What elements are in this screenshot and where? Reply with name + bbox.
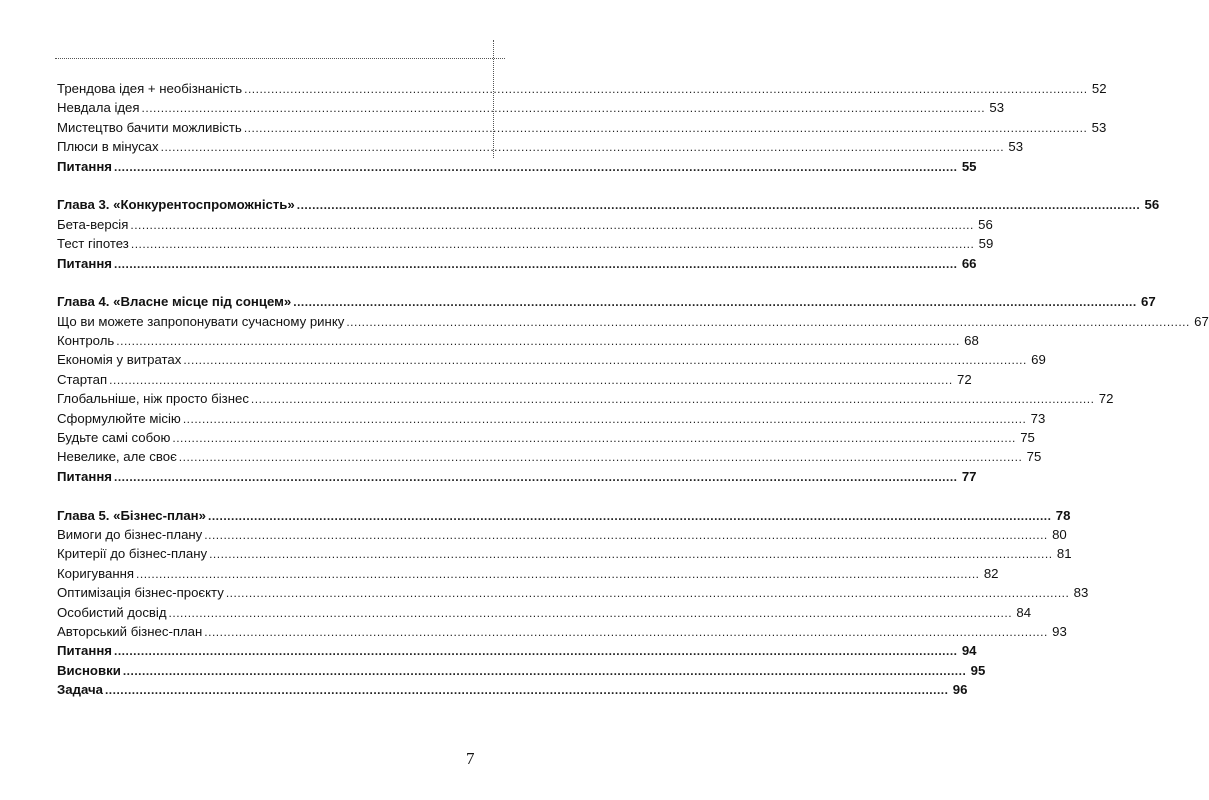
toc-entry[interactable]	[57, 661, 986, 680]
toc-entry-page: 66	[961, 255, 977, 271]
toc-entry-title: Контроль	[57, 333, 115, 349]
toc-entry[interactable]	[57, 564, 999, 583]
toc-entry[interactable]	[57, 350, 1046, 369]
toc-entry-page: 84	[1016, 604, 1032, 620]
toc-entry[interactable]	[57, 331, 979, 350]
toc-entry-title: Мистецтво бачити можливість	[57, 119, 242, 135]
dot-leader: ............................................................................................................................................................................................................................	[244, 82, 1088, 96]
toc-entry-page: 69	[1031, 352, 1046, 368]
toc-entry-title: Питання	[57, 158, 113, 174]
dot-leader: ............................................................................................................................................................................................................................	[141, 101, 986, 116]
toc-entry[interactable]	[57, 467, 977, 486]
toc-entry[interactable]	[57, 525, 1067, 544]
dot-leader: ............................................................................................................................................................................................................................	[122, 663, 967, 678]
toc-entry[interactable]	[57, 234, 994, 253]
toc-entry[interactable]	[57, 506, 1071, 525]
section-gap	[57, 273, 467, 292]
toc-entry-title: Питання	[57, 255, 113, 271]
toc-entry-title: Стартап	[57, 371, 108, 387]
toc-entry-page: 81	[1056, 546, 1072, 562]
toc-entry[interactable]	[57, 370, 972, 389]
toc-entry-title: Тест гіпотез	[57, 236, 129, 252]
dot-leader: ............................................................................................................................................................................................................................	[346, 314, 1190, 329]
dot-leader: ............................................................................................................................................................................................................................	[296, 198, 1141, 213]
toc-entry-title: Невелике, але своє	[57, 449, 177, 465]
toc-entry-page: 52	[1091, 81, 1107, 96]
toc-entry-title: Глава 3. «Конкурентоспроможність»	[57, 197, 295, 213]
toc-entry-page: 78	[1055, 507, 1071, 523]
dot-leader: ............................................................................................................................................................................................................................	[130, 217, 974, 232]
toc-entry-page: 77	[961, 468, 977, 484]
dot-leader: ............................................................................................................................................................................................................................	[204, 527, 1048, 542]
toc-entry[interactable]	[57, 137, 1024, 156]
toc-entry-page: 67	[1141, 294, 1156, 310]
dot-leader: ............................................................................................................................................................................................................................	[243, 120, 1088, 135]
toc-entry[interactable]	[57, 215, 993, 234]
toc-entry-title: Економія у витратах	[57, 352, 182, 368]
toc-entry[interactable]	[57, 680, 968, 699]
toc-entry-page: 53	[989, 100, 1005, 116]
toc-entry[interactable]	[57, 79, 1107, 98]
toc-entry[interactable]	[57, 389, 1114, 408]
toc-entry-title: Що ви можете запропонувати сучасному ринку	[57, 313, 345, 329]
toc-entry-title: Висновки	[57, 662, 121, 678]
toc-entry-page: 96	[952, 682, 968, 698]
dot-leader: ............................................................................................................................................................................................................................	[207, 508, 1052, 523]
toc-entry-page: 83	[1073, 585, 1089, 601]
toc-entry[interactable]	[57, 157, 977, 176]
toc-entry-title: Коригування	[57, 565, 135, 581]
dot-leader: ............................................................................................................................................................................................................................	[114, 159, 958, 174]
dot-leader: ............................................................................................................................................................................................................................	[114, 469, 958, 484]
dot-leader: ............................................................................................................................................................................................................................	[130, 237, 975, 252]
toc-entry-page: 56	[1144, 197, 1160, 213]
dot-leader: ............................................................................................................................................................................................................................	[136, 566, 980, 581]
toc-entry-page: 75	[1026, 449, 1042, 465]
toc-entry-title: Оптимізація бізнес-проєкту	[57, 585, 224, 601]
dot-leader: ............................................................................................................................................................................................................................	[225, 586, 1070, 601]
toc-entry-title: Особистий досвід	[57, 604, 167, 620]
toc-entry-page: 53	[1091, 119, 1107, 135]
section-gap	[57, 176, 467, 195]
toc-entry-title: Плюси в мінусах	[57, 139, 159, 155]
toc-entry-page: 73	[1030, 410, 1046, 426]
toc-entry-title: Критерії до бізнес-плану	[57, 546, 208, 562]
toc-entry[interactable]	[57, 409, 1046, 428]
toc-entry-title: Будьте самі собою	[57, 430, 171, 446]
toc-entry[interactable]	[57, 254, 977, 273]
toc-entry[interactable]	[57, 622, 1067, 641]
toc-entry[interactable]	[57, 292, 1156, 311]
toc-entry[interactable]	[57, 195, 1160, 214]
toc-entry-page: 94	[961, 643, 977, 659]
toc-entry[interactable]	[57, 603, 1032, 622]
toc-entry-title: Питання	[57, 468, 113, 484]
toc-entry-page: 55	[961, 158, 977, 174]
toc-entry-page: 80	[1052, 526, 1067, 542]
dot-leader: ............................................................................................................................................................................................................................	[168, 605, 1013, 620]
toc-entry-page: 82	[983, 565, 999, 581]
page-number: 7	[466, 749, 475, 768]
toc-entry-title: Питання	[57, 643, 113, 659]
dot-leader: ............................................................................................................................................................................................................................	[172, 431, 1016, 446]
dot-leader: ............................................................................................................................................................................................................................	[209, 547, 1053, 562]
dot-leader: ............................................................................................................................................................................................................................	[109, 372, 953, 387]
toc-entry-page: 75	[1020, 430, 1035, 446]
toc-entry-page: 93	[1052, 623, 1067, 639]
dot-leader: ............................................................................................................................................................................................................................	[114, 644, 958, 659]
toc-entry-page: 68	[964, 333, 979, 349]
section-gap	[57, 486, 467, 505]
dot-leader: ............................................................................................................................................................................................................................	[250, 392, 1095, 407]
toc-entry-title: Глава 5. «Бізнес-план»	[57, 507, 206, 523]
toc-entry-title: Бета-версія	[57, 216, 129, 232]
toc-entry-title: Вимоги до бізнес-плану	[57, 526, 203, 542]
toc-entry[interactable]	[57, 118, 1107, 137]
toc-entry[interactable]	[57, 98, 1005, 117]
toc-entry-title: Задача	[57, 682, 103, 698]
dot-leader: ............................................................................................................................................................................................................................	[183, 353, 1027, 368]
dot-leader: ............................................................................................................................................................................................................................	[182, 411, 1027, 426]
toc-entry[interactable]	[57, 583, 1089, 602]
toc-entry[interactable]	[57, 312, 1209, 331]
dot-leader: ............................................................................................................................................................................................................................	[114, 256, 958, 271]
top-dotted-rule	[55, 58, 505, 59]
dot-leader: ............................................................................................................................................................................................................................	[160, 140, 1005, 155]
toc-entry-page: 53	[1008, 139, 1024, 155]
toc-entry-title: Невдала ідея	[57, 100, 140, 116]
toc-entry[interactable]	[57, 428, 1035, 447]
dot-leader: ............................................................................................................................................................................................................................	[293, 295, 1137, 310]
toc-entry-page: 67	[1194, 313, 1209, 329]
table-of-contents	[57, 79, 1209, 700]
toc-entry-page: 95	[970, 662, 986, 678]
toc-entry[interactable]	[57, 544, 1072, 563]
toc-entry-title: Глобальніше, ніж просто бізнес	[57, 391, 249, 407]
dot-leader: ............................................................................................................................................................................................................................	[178, 450, 1023, 465]
toc-entry-title: Сформулюйте місію	[57, 410, 181, 426]
toc-entry-page: 56	[978, 216, 993, 232]
toc-entry-page: 59	[978, 236, 994, 252]
dot-leader: ............................................................................................................................................................................................................................	[104, 683, 949, 698]
toc-entry-page: 72	[1098, 391, 1114, 407]
dot-leader: ............................................................................................................................................................................................................................	[116, 334, 960, 349]
toc-entry[interactable]	[57, 641, 977, 660]
toc-entry-title: Глава 4. «Власне місце під сонцем»	[57, 294, 292, 310]
toc-entry-page: 72	[956, 371, 972, 387]
toc-entry[interactable]	[57, 447, 1042, 466]
toc-entry-title: Авторський бізнес-план	[57, 623, 203, 639]
toc-entry-title: Трендова ідея + необізнаність	[57, 81, 243, 96]
dot-leader: ............................................................................................................................................................................................................................	[204, 624, 1048, 639]
